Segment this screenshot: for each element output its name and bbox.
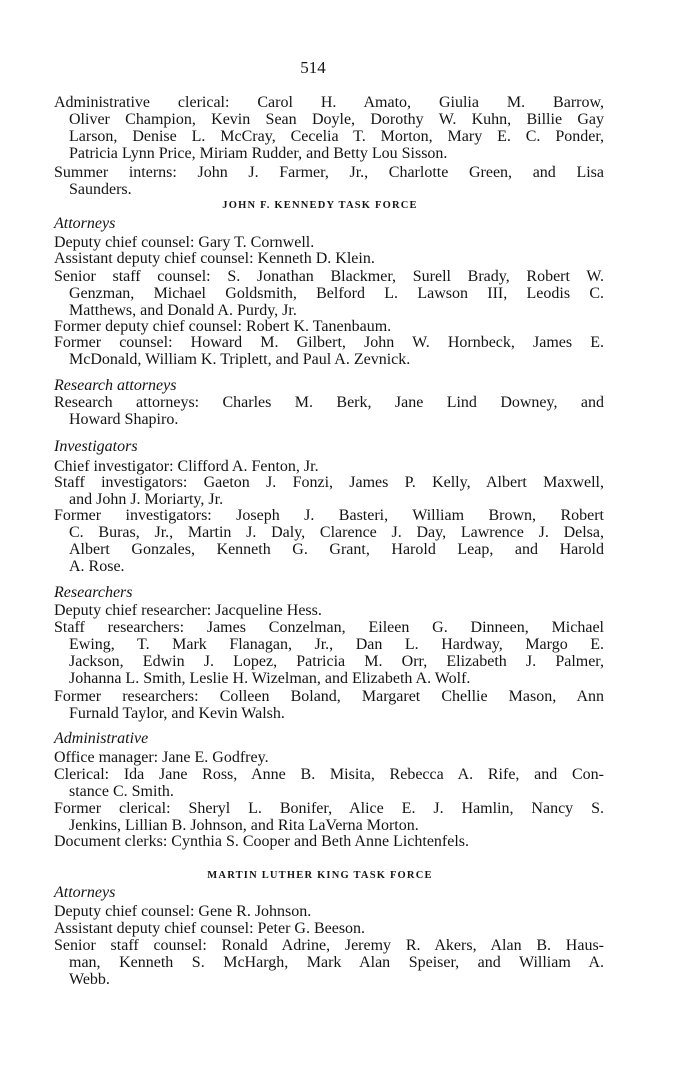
text-line: Senior staff counsel: S. Jonathan Blackmer, Surell Brady, Robert W. [54,268,604,285]
text-line: McDonald, William K. Triplett, and Paul A. Zevnick. [69,351,411,368]
subsection-heading [54,884,604,901]
staff-entry [54,688,604,722]
staff-entry [54,164,604,198]
subsection-heading [54,377,604,394]
text-line: Staff investigators: Gaeton J. Fonzi, James P. Kelly, Albert Maxwell, [54,474,604,491]
text-line: Oliver Champion, Kevin Sean Doyle, Dorothy W. Kuhn, Billie Gay [69,111,604,128]
text-line: Patricia Lynn Price, Miriam Rudder, and Betty Lou Sisson. [69,145,448,162]
text-line: Document clerks: Cynthia S. Cooper and Beth Anne Lichtenfels. [54,833,470,850]
staff-entry [54,602,604,619]
text-line: Former researchers: Colleen Boland, Margaret Chellie Mason, Ann [54,688,604,705]
staff-entry [54,619,604,687]
text-line: JOHN F. KENNEDY TASK FORCE [222,200,418,211]
staff-entry [54,507,604,575]
text-line: Investigators [54,438,138,455]
staff-entry [54,937,604,988]
text-line: Assistant deputy chief counsel: Kenneth D. Klein. [54,250,375,267]
text-line: Assistant deputy chief counsel: Peter G. Beeson. [54,920,366,937]
text-line: Deputy chief researcher: Jacqueline Hess. [54,602,322,619]
staff-entry [54,94,604,162]
text-line: Research attorneys [54,377,177,394]
text-line: Clerical: Ida Jane Ross, Anne B. Misita, Rebecca A. Rife, and Con- [54,766,604,783]
text-line: Former deputy chief counsel: Robert K. Tanenbaum. [54,318,392,335]
text-line: Howard Shapiro. [69,411,179,428]
staff-entry [54,474,604,508]
text-line: Former clerical: Sheryl L. Bonifer, Alice E. J. Hamlin, Nancy S. [54,800,604,817]
text-line: Research attorneys: Charles M. Berk, Jane Lind Downey, and [54,394,604,411]
text-line: Staff researchers: James Conzelman, Eileen G. Dinneen, Michael [54,619,604,636]
staff-entry [54,234,604,251]
staff-entry [54,800,604,834]
text-line: Deputy chief counsel: Gene R. Johnson. [54,903,312,920]
text-line: Matthews, and Donald A. Purdy, Jr. [69,302,297,319]
text-line: Summer interns: John J. Farmer, Jr., Charlotte Green, and Lisa [54,164,604,181]
staff-entry [54,766,604,800]
text-line: C. Buras, Jr., Martin J. Daly, Clarence J. Day, Lawrence J. Delsa, [69,524,604,541]
text-line: Attorneys [54,215,116,232]
section-heading [54,867,586,884]
text-line: Saunders. [69,181,132,198]
text-line: Webb. [69,971,110,988]
text-line: Researchers [54,584,133,601]
subsection-heading [54,730,604,747]
text-line: Former counsel: Howard M. Gilbert, John W. Hornbeck, James E. [54,334,604,351]
text-line: Albert Gonzales, Kenneth G. Grant, Harold Leap, and Harold [69,541,604,558]
text-line: Ewing, T. Mark Flanagan, Jr., Dan L. Hardway, Margo E. [69,636,604,653]
text-line: Larson, Denise L. McCray, Cecelia T. Morton, Mary E. C. Ponder, [69,128,604,145]
text-line: Johanna L. Smith, Leslie H. Wizelman, and Elizabeth A. Wolf. [69,670,471,687]
text-line: Office manager: Jane E. Godfrey. [54,749,269,766]
text-line: stance C. Smith. [69,783,174,800]
text-line: Deputy chief counsel: Gary T. Cornwell. [54,234,315,251]
section-heading [54,197,586,214]
staff-entry [54,833,604,850]
staff-entry [54,920,604,937]
text-line: Jackson, Edwin J. Lopez, Patricia M. Orr, Elizabeth J. Palmer, [69,653,604,670]
page-number: 514 [300,58,326,77]
text-line: MARTIN LUTHER KING TASK FORCE [207,870,433,881]
text-line: Administrative clerical: Carol H. Amato, Giulia M. Barrow, [54,94,604,111]
subsection-heading [54,215,604,232]
text-line: Attorneys [54,884,116,901]
text-line: Genzman, Michael Goldsmith, Belford L. Lawson III, Leodis C. [69,285,604,302]
text-line: Former investigators: Joseph J. Basteri, William Brown, Robert [54,507,604,524]
staff-entry [54,458,604,475]
text-line: A. Rose. [69,558,125,575]
staff-entry [54,334,604,368]
staff-entry [54,749,604,766]
text-line: man, Kenneth S. McHargh, Mark Alan Speiser, and William A. [69,954,604,971]
text-line: Furnald Taylor, and Kevin Walsh. [69,705,285,722]
staff-entry [54,250,604,267]
subsection-heading [54,438,604,455]
text-line: Senior staff counsel: Ronald Adrine, Jeremy R. Akers, Alan B. Haus- [54,937,604,954]
text-line: Administrative [54,730,149,747]
text-line: Chief investigator: Clifford A. Fenton, Jr. [54,458,319,475]
text-line: Jenkins, Lillian B. Johnson, and Rita LaVerna Morton. [69,817,419,834]
text-line: and John J. Moriarty, Jr. [69,491,224,508]
staff-entry [54,318,604,335]
subsection-heading [54,584,604,601]
staff-entry [54,903,604,920]
staff-entry [54,394,604,428]
staff-entry [54,268,604,319]
